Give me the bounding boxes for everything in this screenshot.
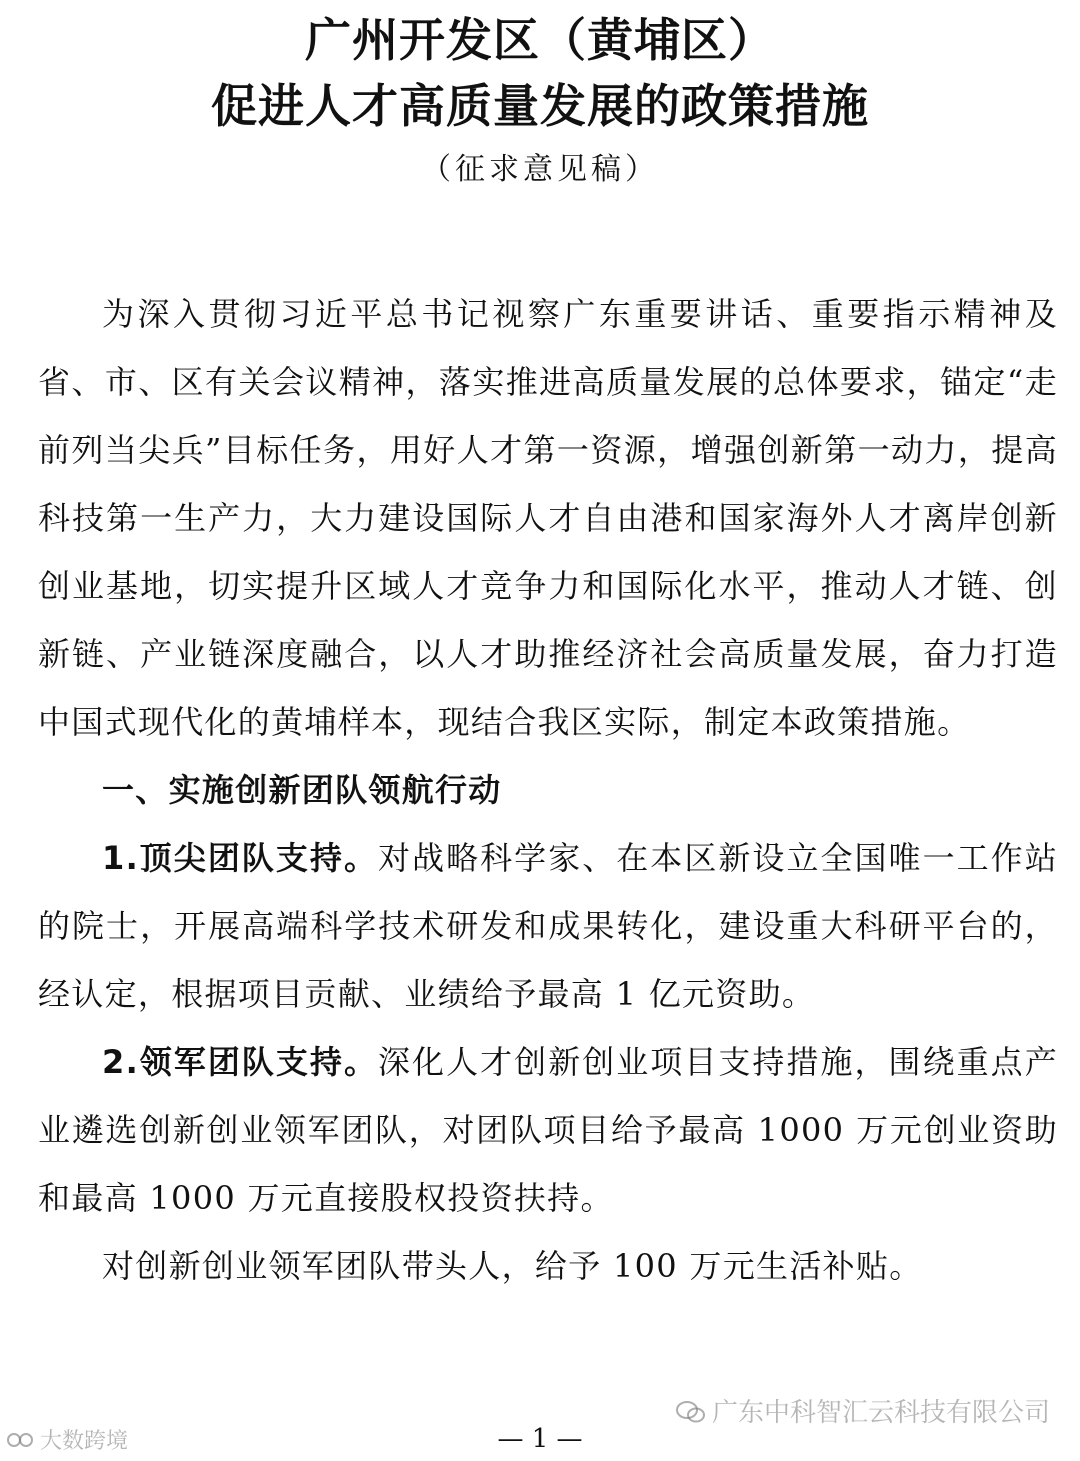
document-body: [38, 280, 1058, 1300]
item-2-paragraph: [38, 1028, 1058, 1232]
watermark-right-text: 广东中科智汇云科技有限公司: [711, 1398, 1050, 1428]
item-2-lead: 2.领军团队支持。: [102, 1043, 379, 1081]
item-1-text: 对战略科学家、在本区新设立全国唯一工作站的院士，开展高端科学技术研发和成果转化，建设重大科研平台的，经认定，根据项目贡献、业绩给予最高 1 亿元资助。: [38, 839, 1058, 1013]
item-2-extra-paragraph: 对创新创业领军团队带头人，给予 100 万元生活补贴。: [102, 1247, 923, 1285]
item-1-paragraph: [38, 824, 1058, 1028]
page-number: — 1 —: [497, 1424, 583, 1454]
document-title-line-1: 广州开发区（黄埔区）: [305, 13, 775, 67]
section-heading-1: 一、实施创新团队领航行动: [102, 771, 502, 809]
intro-paragraph: 为深入贯彻习近平总书记视察广东重要讲话、重要指示精神及省、市、区有关会议精神，落实推进高质量发展的总体要求，锚定“走前列当尖兵”目标任务，用好人才第一资源，增强创新第一动力，提高科技第一生产力，大力建设国际人才自由港和国家海外人才离岸创新创业基地，切实提升区域人才竞争力和国际化水平，推动人才链、创新链、产业链深度融合，以人才助推经济社会高质量发展，奋力打造中国式现代化的黄埔样本，现结合我区实际，制定本政策措施。: [38, 295, 1058, 741]
document-subtitle: （征求意见稿）: [421, 152, 659, 187]
watermark-left-text: 大数跨境: [40, 1429, 129, 1454]
item-1-lead: 1.顶尖团队支持。: [102, 839, 379, 877]
wechat-icon: [676, 1400, 706, 1422]
item-2-text: 深化人才创新创业项目支持措施，围绕重点产业遴选创新创业领军团队，对团队项目给予最高 1000 万元创业资助和最高 1000 万元直接股权投资扶持。: [38, 1043, 1058, 1217]
document-title-line-2: 促进人才高质量发展的政策措施: [211, 79, 869, 133]
